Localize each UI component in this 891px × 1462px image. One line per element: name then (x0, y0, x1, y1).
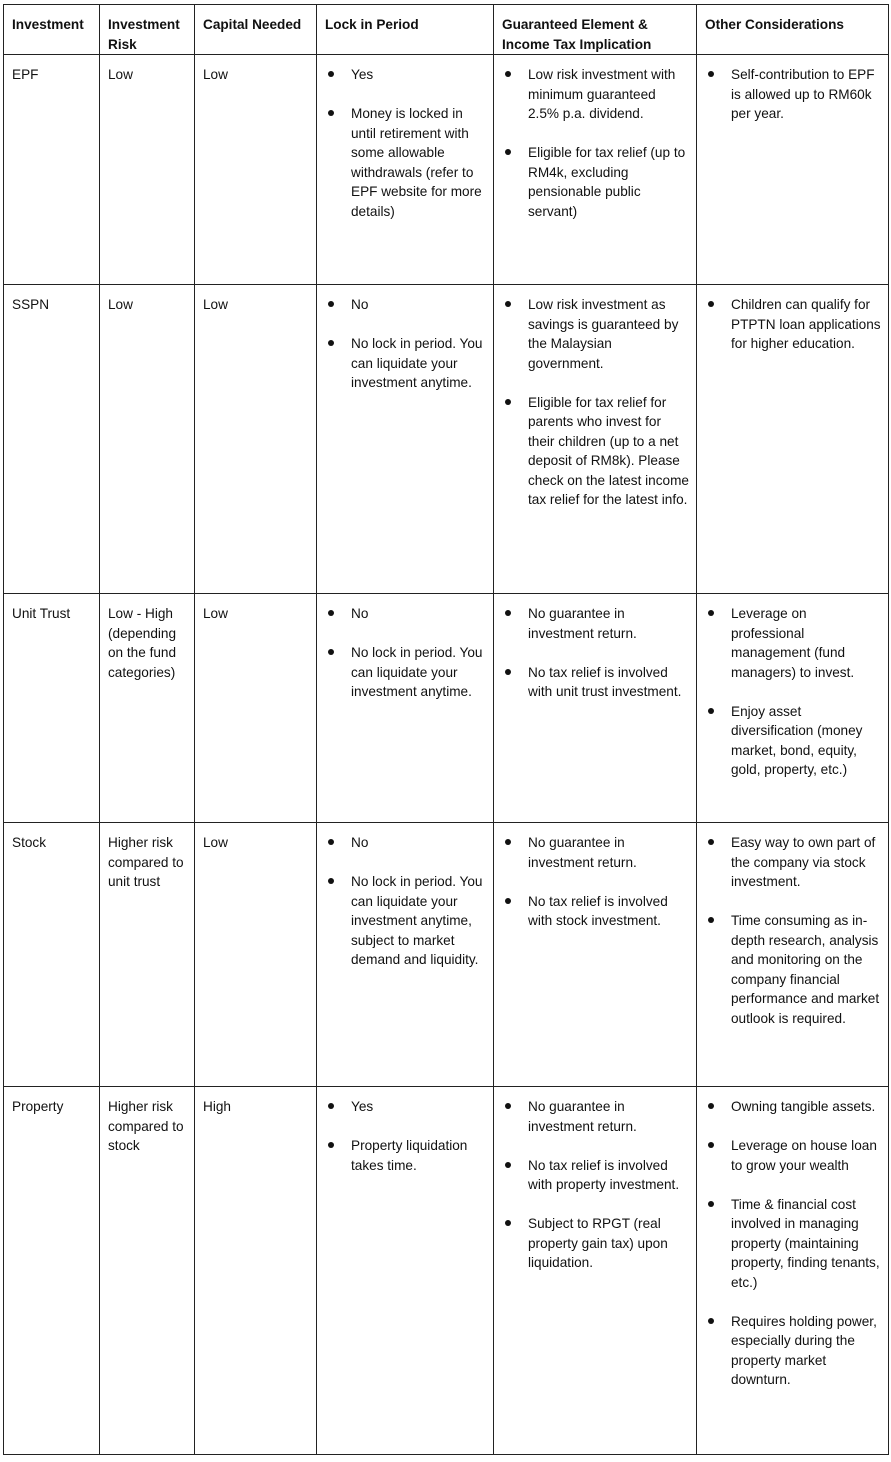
cell-investment: Property (4, 1087, 100, 1455)
list-item: No (325, 604, 487, 624)
list-item: No tax relief is involved with property investment. (502, 1156, 690, 1195)
list-item: No (325, 833, 487, 853)
table-row (4, 823, 889, 1087)
cell-capital: Low (195, 285, 317, 594)
list-item: Leverage on house loan to grow your wealth (705, 1136, 882, 1175)
list-item: No (325, 295, 487, 315)
header-other-considerations: Other Considerations (697, 5, 889, 55)
header-lock-in-period: Lock in Period (317, 5, 494, 55)
cell-risk: Higher risk compared to unit trust (100, 823, 195, 1087)
cell-investment: Stock (4, 823, 100, 1087)
cell-risk: Low (100, 55, 195, 285)
cell-other (697, 594, 889, 823)
list-item: No lock in period. You can liquidate your investment anytime. (325, 334, 487, 393)
list-item: No guarantee in investment return. (502, 833, 690, 872)
cell-lock (317, 285, 494, 594)
cell-capital: Low (195, 823, 317, 1087)
cell-investment: Unit Trust (4, 594, 100, 823)
list-item: Low risk investment as savings is guaranteed by the Malaysian government. (502, 295, 690, 373)
cell-guarantee (494, 55, 697, 285)
list-item: Eligible for tax relief (up to RM4k, excluding pensionable public servant) (502, 143, 690, 221)
list-item: Enjoy asset diversification (money market, bond, equity, gold, property, etc.) (705, 702, 882, 780)
header-guaranteed-element: Guaranteed Element & Income Tax Implication (494, 5, 697, 55)
list-item: No guarantee in investment return. (502, 1097, 690, 1136)
table-header-row (4, 5, 889, 55)
table-row (4, 1087, 889, 1455)
list-item: Requires holding power, especially during the property market downturn. (705, 1312, 882, 1390)
cell-risk: Low (100, 285, 195, 594)
table-row (4, 55, 889, 285)
list-item: Self-contribution to EPF is allowed up to RM60k per year. (705, 65, 882, 124)
list-item: Easy way to own part of the company via stock investment. (705, 833, 882, 892)
table-row (4, 285, 889, 594)
cell-capital: Low (195, 594, 317, 823)
list-item: No lock in period. You can liquidate your investment anytime, subject to market demand and liquidity. (325, 872, 487, 970)
cell-investment: SSPN (4, 285, 100, 594)
cell-other (697, 1087, 889, 1455)
cell-other (697, 285, 889, 594)
cell-investment: EPF (4, 55, 100, 285)
cell-guarantee (494, 823, 697, 1087)
cell-risk: Higher risk compared to stock (100, 1087, 195, 1455)
list-item: Yes (325, 65, 487, 85)
table-row (4, 594, 889, 823)
cell-capital: High (195, 1087, 317, 1455)
list-item: Time & financial cost involved in managing property (maintaining property, finding tenants, etc.) (705, 1195, 882, 1293)
list-item: No tax relief is involved with stock investment. (502, 892, 690, 931)
cell-lock (317, 1087, 494, 1455)
investment-comparison-table (3, 4, 889, 1455)
list-item: Time consuming as in-depth research, analysis and monitoring on the company financial performance and market outlook is required. (705, 911, 882, 1028)
cell-other (697, 55, 889, 285)
header-investment-risk: Investment Risk (100, 5, 195, 55)
cell-guarantee (494, 1087, 697, 1455)
cell-lock (317, 823, 494, 1087)
header-capital-needed: Capital Needed (195, 5, 317, 55)
header-investment: Investment (4, 5, 100, 55)
list-item: Children can qualify for PTPTN loan applications for higher education. (705, 295, 882, 354)
cell-guarantee (494, 594, 697, 823)
cell-lock (317, 594, 494, 823)
list-item: No guarantee in investment return. (502, 604, 690, 643)
list-item: Subject to RPGT (real property gain tax) upon liquidation. (502, 1214, 690, 1273)
list-item: Leverage on professional management (fund managers) to invest. (705, 604, 882, 682)
cell-risk: Low - High (depending on the fund categories) (100, 594, 195, 823)
cell-guarantee (494, 285, 697, 594)
list-item: No lock in period. You can liquidate your investment anytime. (325, 643, 487, 702)
list-item: No tax relief is involved with unit trust investment. (502, 663, 690, 702)
list-item: Owning tangible assets. (705, 1097, 882, 1117)
cell-capital: Low (195, 55, 317, 285)
list-item: Low risk investment with minimum guaranteed 2.5% p.a. dividend. (502, 65, 690, 124)
list-item: Money is locked in until retirement with some allowable withdrawals (refer to EPF website for more details) (325, 104, 487, 221)
list-item: Property liquidation takes time. (325, 1136, 487, 1175)
list-item: Eligible for tax relief for parents who invest for their children (up to a net deposit of RM8k). Please check on the latest income tax relief for the latest info. (502, 393, 690, 510)
list-item: Yes (325, 1097, 487, 1117)
cell-other (697, 823, 889, 1087)
cell-lock (317, 55, 494, 285)
